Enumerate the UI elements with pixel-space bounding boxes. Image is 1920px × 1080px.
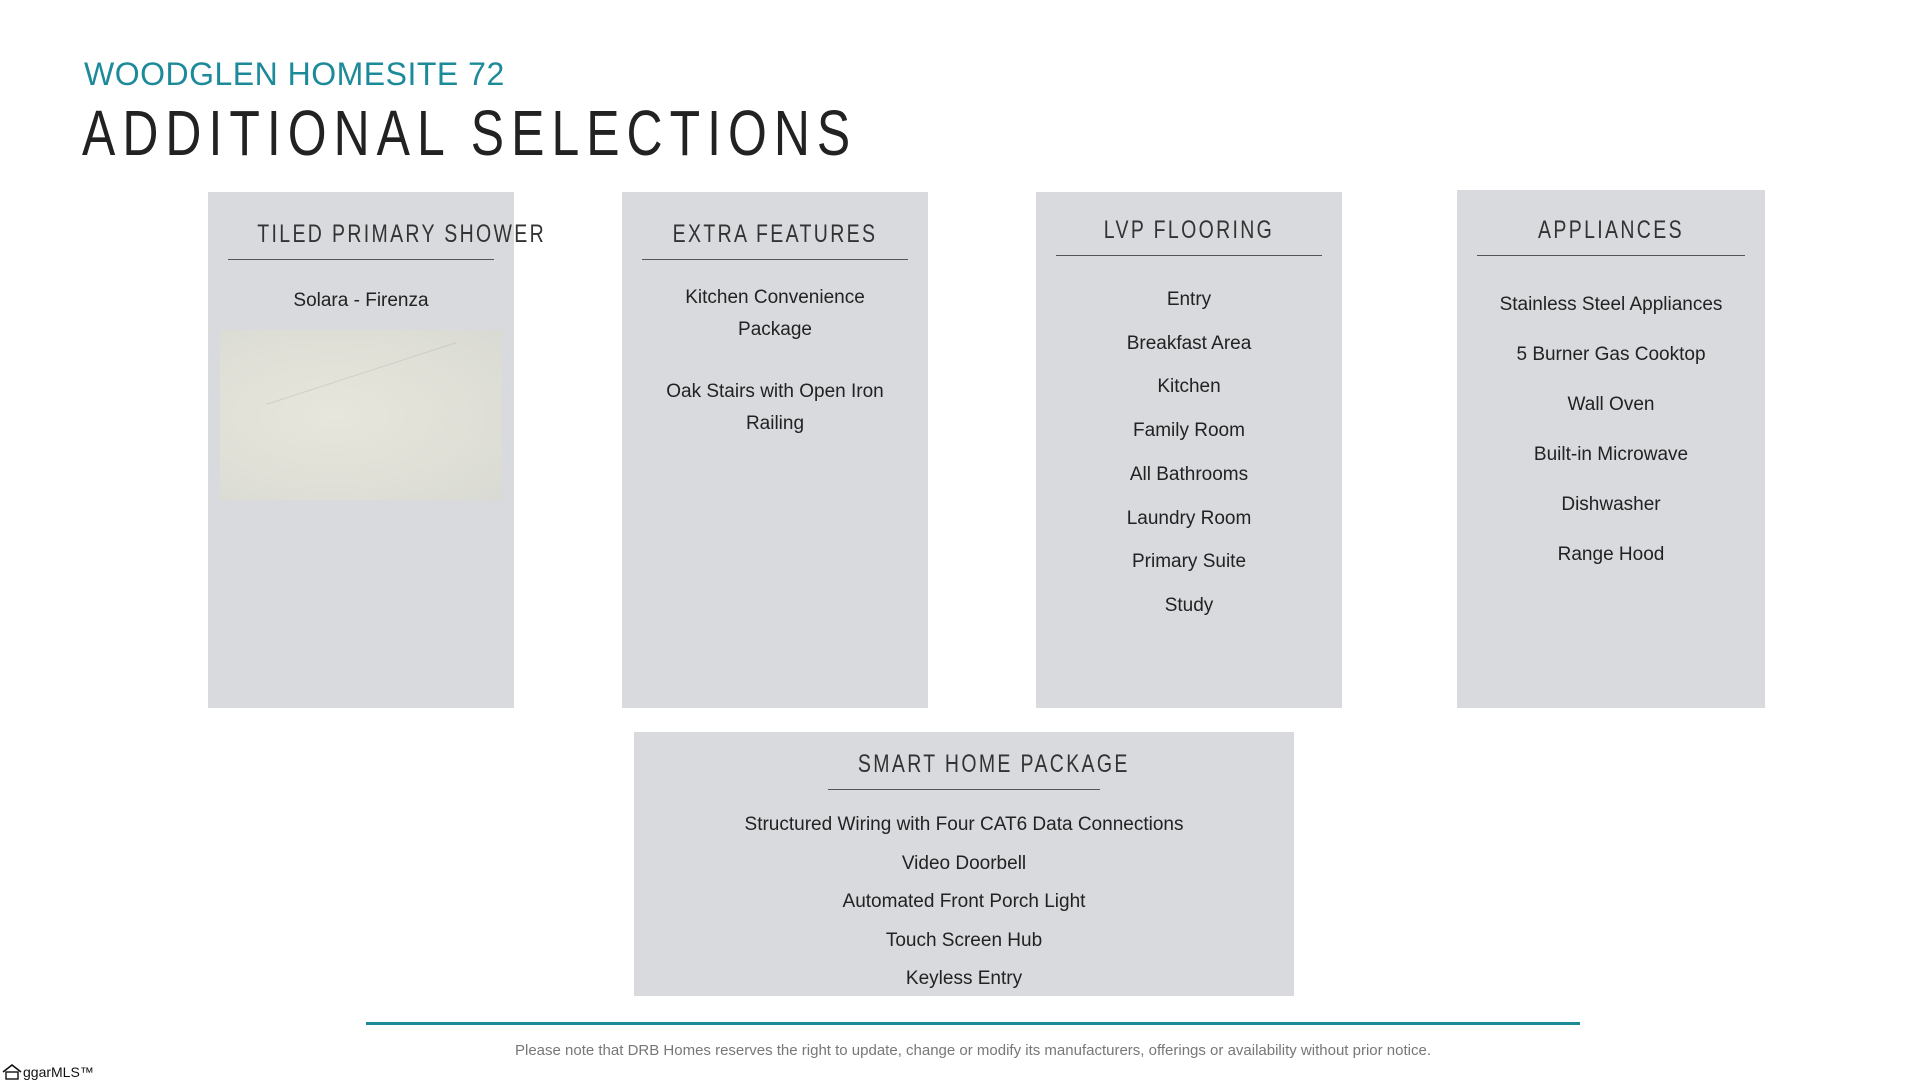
- card-title: TILED PRIMARY SHOWER: [257, 220, 547, 248]
- card-tiled-primary-shower: [208, 192, 547, 708]
- card-lvp-flooring: [1036, 192, 1342, 708]
- card-extra-features: [622, 192, 928, 708]
- list-item: Range Hood: [1557, 544, 1665, 565]
- card-title: LVP FLOORING: [1103, 216, 1275, 244]
- tile-swatch-image: [220, 330, 502, 500]
- list-item: Laundry Room: [1126, 507, 1252, 529]
- house-icon: [2, 1064, 22, 1080]
- card-divider: [228, 259, 494, 260]
- list-item: Keyless Entry: [905, 968, 1023, 990]
- card-title: APPLIANCES: [1538, 216, 1684, 244]
- list-item: Breakfast Area: [1126, 332, 1252, 354]
- card-divider: [1477, 255, 1745, 256]
- disclaimer-text: Please note that DRB Homes reserves the right to update, change or modify its manufacturers, offerings or availability without prior notice.: [514, 1042, 1431, 1059]
- list-item: Entry: [1166, 289, 1212, 310]
- list-item: Automated Front Porch Light: [842, 891, 1086, 913]
- card-divider: [828, 789, 1100, 790]
- card-divider: [1056, 255, 1322, 256]
- list-item: Railing: [745, 413, 805, 434]
- list-item: Dishwasher: [1561, 494, 1661, 515]
- mls-watermark: [2, 1064, 94, 1080]
- card-appliances: [1457, 190, 1765, 708]
- community-homesite-label: WOODGLEN HOMESITE 72: [84, 56, 505, 92]
- list-item: Primary Suite: [1131, 551, 1247, 573]
- list-item: Stainless Steel Appliances: [1499, 294, 1723, 315]
- card-title: EXTRA FEATURES: [672, 220, 878, 248]
- shower-tile-name: Solara - Firenza: [293, 290, 429, 311]
- card-divider: [642, 259, 908, 260]
- list-item: Study: [1164, 594, 1214, 616]
- card-title: SMART HOME PACKAGE: [857, 750, 1130, 778]
- list-item: 5 Burner Gas Cooktop: [1516, 344, 1706, 365]
- list-item: Wall Oven: [1567, 394, 1655, 415]
- list-item: All Bathrooms: [1129, 463, 1249, 485]
- list-item: Kitchen Convenience: [685, 287, 865, 308]
- list-item: Structured Wiring with Four CAT6 Data Connections: [744, 814, 1184, 835]
- list-item: Family Room: [1133, 420, 1245, 442]
- list-item: Video Doorbell: [901, 852, 1027, 874]
- footer-divider: [366, 1022, 1580, 1025]
- list-item: Oak Stairs with Open Iron: [666, 381, 884, 402]
- watermark-text: ggarMLS™: [23, 1064, 94, 1080]
- list-item: Built-in Microwave: [1533, 444, 1689, 465]
- list-item: Package: [738, 319, 812, 340]
- page-title: ADDITIONAL SELECTIONS: [82, 97, 858, 169]
- list-item: Touch Screen Hub: [885, 929, 1043, 951]
- list-item: Kitchen: [1157, 376, 1221, 398]
- card-smart-home-package: [634, 732, 1294, 996]
